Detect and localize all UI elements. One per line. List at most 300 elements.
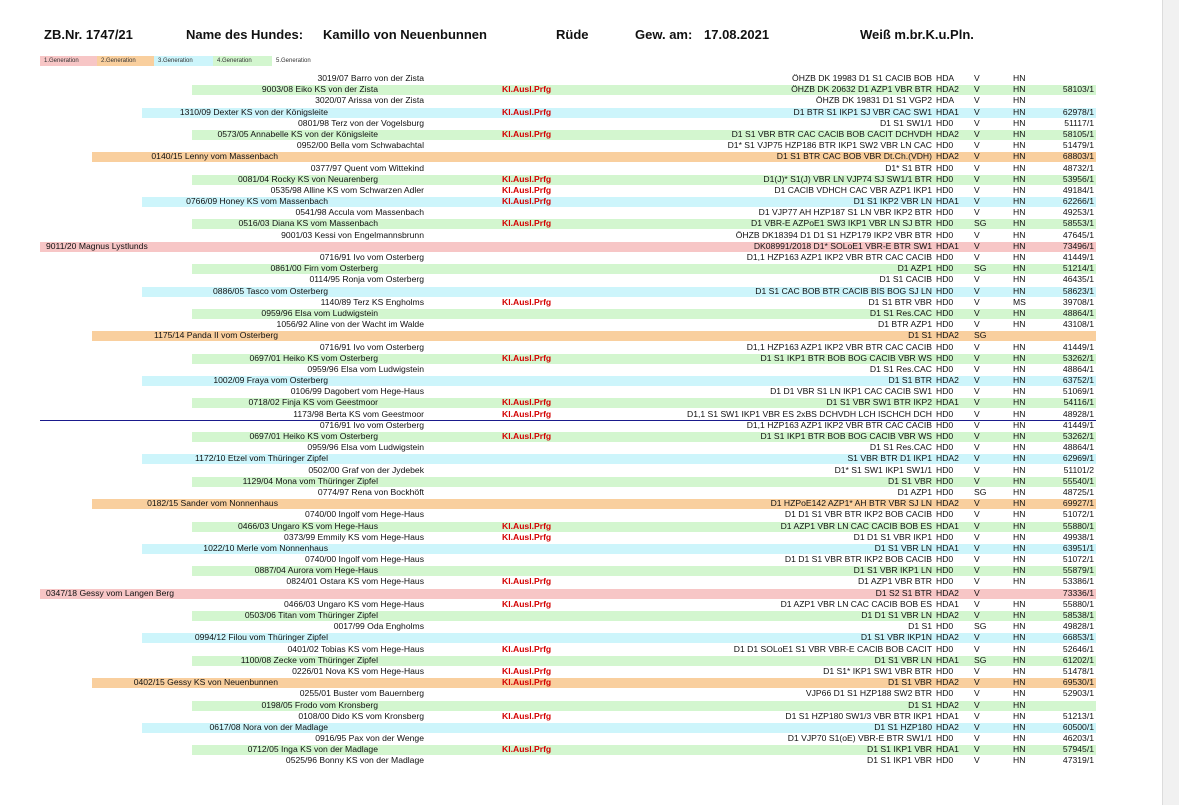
ancestor-name: 0774/97 Rena von Bockhöft [317,486,424,497]
hn-status: HN [1013,419,1026,430]
ancestor-name: 0535/98 Alline KS vom Schwarzen Adler [270,184,424,195]
ancestor-name: 0503/06 Titan vom Thüringer Zipfel [244,610,378,620]
ancestor-name: 1173/98 Berta KS vom Geestmoor [293,408,424,419]
exam-badge: Kl.Ausl.Prfg [502,520,552,531]
ancestor-name: 0402/15 Gessy KS von Neuenbunnen [133,677,278,688]
ancestor-reg-number: 73336/1 [1062,587,1094,598]
hd-grade: HD0 [936,431,954,441]
vertical-scrollbar[interactable] [1162,0,1179,805]
hd-grade: HDA [936,95,955,106]
form-grade: SG [974,654,987,665]
ancestor-row [0,487,1162,498]
ancestor-row [0,554,1162,565]
hd-grade: HDA2 [936,498,959,509]
ancestor-results: ÖHZB DK 19831 D1 S1 VGP2 [815,95,932,106]
form-grade: V [974,285,980,296]
exam-badge: Kl.Ausl.Prfg [502,576,552,587]
ancestor-name: 0226/01 Nova KS vom Hege-Haus [292,665,424,676]
dog-color: Weiß m.br.K.u.Pln. [860,27,974,42]
ancestor-reg-number: 51069/1 [1062,386,1094,397]
ancestor-name: 1002/09 Fraya vom Osterberg [213,375,328,386]
form-grade: V [974,173,980,184]
ancestor-reg-number: 49828/1 [1062,621,1094,632]
ancestor-results: D1 S1 IKP1 BTR BOB BOG CACIB VBR WS [760,431,932,441]
hd-grade: HDA1 [936,520,959,531]
exam-badge: Kl.Ausl.Prfg [502,128,552,139]
exam-badge: Kl.Ausl.Prfg [502,84,552,95]
hd-grade: HD0 [936,464,954,475]
hn-status: HN [1013,106,1026,117]
hd-grade: HD0 [936,442,954,453]
ancestor-results: D1* S1 SW1 IKP1 SW1/1 [834,464,932,475]
dog-sex: Rüde [556,27,589,42]
ancestor-reg-number: 49184/1 [1062,184,1094,195]
ancestor-reg-number: 58553/1 [1062,218,1094,229]
hn-status: HN [1013,285,1026,296]
form-grade: V [974,464,980,475]
hd-grade: HDA1 [936,397,959,408]
ancestor-results: D1 AZP1 VBR LN CAC CACIB BOB ES [780,520,932,531]
form-grade: V [974,162,980,173]
hn-status: HN [1013,397,1026,408]
hd-grade: HDA1 [936,654,959,665]
hd-grade: HD0 [936,307,954,318]
ancestor-results: D1 S1 VBR LN [874,654,932,665]
ancestor-reg-number: 51478/1 [1062,665,1094,676]
ancestor-reg-number: 55880/1 [1062,598,1094,609]
form-grade: V [974,229,980,240]
ancestor-results: D1 S1 [908,621,932,632]
ancestor-row [0,711,1162,722]
ancestor-results: ÖHZB DK 19983 D1 S1 CACIB BOB [792,73,932,83]
birth-label: Gew. am: [635,27,693,42]
ancestor-row [0,431,1162,442]
ancestor-reg-number: 69927/1 [1062,498,1094,509]
ancestor-results: D1 S1 [908,699,932,710]
hn-status: HN [1013,699,1026,710]
form-grade: V [974,576,980,587]
ancestor-results: D1 HZPoE142 AZP1* AH BTR VBR SJ LN [770,498,932,509]
ancestor-row [0,465,1162,476]
hd-grade: HD0 [936,319,954,330]
legend-gen-4: 4.Generation [213,56,273,66]
ancestor-reg-number: 51214/1 [1062,263,1094,274]
ancestor-results: D1 S1 VBR LN [874,542,932,553]
hn-status: HN [1013,341,1026,352]
form-grade: V [974,319,980,330]
form-grade: V [974,386,980,397]
form-grade: V [974,755,980,766]
hn-status: HN [1013,173,1026,184]
form-grade: V [974,665,980,676]
ancestor-name: 0740/00 Ingolf vom Hege-Haus [305,509,424,520]
hd-grade: HD0 [936,576,954,587]
hd-grade: HD0 [936,162,954,173]
form-grade: SG [974,218,987,229]
ancestor-reg-number: 53262/1 [1062,352,1094,363]
ancestor-results: S1 VBR BTR D1 IKP1 [847,453,932,464]
ancestor-reg-number: 68803/1 [1062,151,1094,162]
ancestor-name: 0466/03 Ungaro KS vom Hege-Haus [238,520,378,531]
form-grade: SG [974,263,987,274]
exam-badge: Kl.Ausl.Prfg [502,431,552,441]
ancestor-results: D1 S1 IKP1 BTR BOB BOG CACIB VBR WS [760,352,932,363]
form-grade: V [974,475,980,486]
hd-grade: HD0 [936,486,954,497]
ancestor-results: D1 BTR S1 IKP1 SJ VBR CAC SW1 [793,106,932,117]
ancestor-results: D1 S1 VBR BTR CAC CACIB BOB CACIT DCHVDH [731,128,932,139]
ancestor-row [0,610,1162,621]
hd-grade: HDA2 [936,128,959,139]
hn-status: HN [1013,453,1026,464]
ancestor-reg-number: 49253/1 [1062,207,1094,218]
ancestor-name: 0017/99 Oda Engholms [333,621,424,632]
ancestor-name: 0994/12 Filou vom Thüringer Zipfel [194,632,328,643]
hn-status: HN [1013,531,1026,542]
ancestor-results: D1 VJP77 AH HZP187 S1 LN VBR IKP2 BTR [758,207,932,218]
ancestor-name: 0886/05 Tasco vom Osterberg [213,285,328,296]
ancestor-reg-number: 52903/1 [1062,688,1094,699]
hd-grade: HDA2 [936,677,959,688]
hd-grade: HD0 [936,475,954,486]
hn-status: HN [1013,240,1026,251]
form-grade: V [974,699,980,710]
exam-badge: Kl.Ausl.Prfg [502,408,552,419]
ancestor-results: D1 S1 IKP2 VBR LN [853,196,932,207]
ancestor-name: 0466/03 Ungaro KS vom Hege-Haus [284,598,424,609]
form-grade: SG [974,621,987,632]
hn-status: HN [1013,252,1026,262]
ancestor-name: 9003/08 Eiko KS von der Zista [261,84,378,95]
ancestor-results: D1 AZP1 VBR BTR [857,576,932,587]
ancestor-results: D1 S1* IKP1 SW1 VBR BTR [823,665,932,676]
ancestor-row [0,509,1162,520]
ancestor-results: D1* S1 BTR [885,162,932,173]
ancestor-reg-number: 55879/1 [1062,565,1094,576]
ancestor-row [0,733,1162,744]
form-grade: V [974,207,980,218]
hn-status: HN [1013,307,1026,318]
ancestor-results: D1 D1 VBR S1 LN IKP1 CAC CACIB SW1 [770,386,932,397]
hn-status: HN [1013,721,1026,732]
hn-status: HN [1013,598,1026,609]
form-grade: V [974,128,980,139]
hn-status: HN [1013,733,1026,744]
hn-status: HN [1013,274,1026,285]
dog-name: Kamillo von Neuenbunnen [323,27,487,42]
exam-badge: Kl.Ausl.Prfg [502,296,552,307]
hd-grade: HDA2 [936,453,959,464]
ancestor-reg-number: 51101/2 [1063,464,1094,475]
ancestor-name: 9001/03 Kessi von Engelmannsbrunn [281,229,424,240]
hd-grade: HD0 [936,263,954,274]
ancestor-results: D1 S1 IKP1 VBR [867,744,932,755]
ancestor-results: D1 VJP70 S1(oE) VBR-E BTR SW1/1 [787,733,932,744]
ancestor-row [0,196,1162,207]
ancestor-row [0,297,1162,308]
ancestor-results: D1 S1 CAC BOB BTR CACIB BIS BOG SJ LN [755,285,932,296]
ancestor-name: 0617/08 Nora von der Madlage [209,721,328,732]
hn-status: HN [1013,207,1026,218]
ancestor-row [0,308,1162,319]
exam-badge: Kl.Ausl.Prfg [502,173,552,184]
hd-grade: HD0 [936,117,954,128]
ancestor-results: D1 S1 BTR VBR [868,296,932,307]
hd-grade: HDA1 [936,710,959,721]
ancestor-row [0,252,1162,263]
ancestor-results: D1 S1 BTR CAC BOB VBR Dt.Ch.(VDH) [776,151,932,162]
exam-badge: Kl.Ausl.Prfg [502,184,552,195]
ancestor-reg-number: 53956/1 [1062,173,1094,184]
ancestor-row [0,722,1162,733]
ancestor-results: D1 S2 S1 BTR [875,587,932,598]
form-grade: V [974,140,980,151]
ancestor-row [0,151,1162,162]
hn-status: HN [1013,610,1026,620]
ancestor-results: D1 S1 VBR [888,677,932,688]
hn-status: HN [1013,498,1026,509]
hn-status: HN [1013,196,1026,207]
form-grade: V [974,442,980,453]
ancestor-reg-number: 48864/1 [1062,442,1094,453]
hd-grade: HD0 [936,565,954,576]
hn-status: HN [1013,218,1026,229]
hd-grade: HD0 [936,274,954,285]
ancestor-row [0,476,1162,487]
exam-badge: Kl.Ausl.Prfg [502,665,552,676]
ancestor-row [0,129,1162,140]
ancestor-reg-number: 48864/1 [1062,307,1094,318]
hd-grade: HD0 [936,733,954,744]
hn-status: HN [1013,464,1026,475]
ancestor-reg-number: 41449/1 [1062,252,1094,262]
form-grade: V [974,95,980,106]
ancestor-row [0,397,1162,408]
ancestor-name: 0373/99 Emmily KS vom Hege-Haus [284,531,424,542]
hd-grade: HDA1 [936,744,959,755]
ancestor-results: D1 VBR-E AZPoE1 SW3 IKP1 VBR LN SJ BTR [750,218,932,229]
ancestor-results: D1,1 HZP163 AZP1 IKP2 VBR BTR CAC CACIB [746,341,932,352]
ancestor-name: 0347/18 Gessy vom Langen Berg [46,587,175,598]
form-grade: V [974,184,980,195]
ancestor-row [0,532,1162,543]
form-grade: V [974,610,980,620]
exam-badge: Kl.Ausl.Prfg [502,196,552,207]
ancestor-reg-number: 54116/1 [1063,397,1094,408]
ancestor-reg-number: 63951/1 [1062,542,1094,553]
ancestor-results: D1 S1 VBR IKP1 LN [853,565,932,576]
hn-status: HN [1013,565,1026,576]
hn-status: HN [1013,509,1026,520]
pedigree-header [0,27,1162,47]
ancestor-row [0,375,1162,386]
ancestor-row [0,364,1162,375]
hn-status: HN [1013,576,1026,587]
ancestor-name: 0573/05 Annabelle KS von der Königsleite [217,128,378,139]
ancestor-row [0,565,1162,576]
ancestor-name: 3020/07 Arissa von der Zista [315,95,424,106]
form-grade: V [974,84,980,95]
form-grade: V [974,73,980,83]
ancestor-row [0,755,1162,766]
ancestor-reg-number: 58105/1 [1062,128,1094,139]
hn-status: HN [1013,151,1026,162]
ancestor-results: D1 S1 VBR [888,475,932,486]
hd-grade: HD0 [936,755,954,766]
hd-grade: HD0 [936,408,954,419]
form-grade: V [974,632,980,643]
ancestor-results: D1(J)* S1(J) VBR LN VJP74 SJ SW1/1 BTR [763,173,932,184]
ancestor-row [0,274,1162,285]
ancestor-reg-number: 60500/1 [1062,721,1094,732]
ancestor-row [0,230,1162,241]
ancestor-name: 0081/04 Rocky KS von Neuarenberg [238,173,378,184]
ancestor-results: D1* S1 VJP75 HZP186 BTR IKP1 SW2 VBR LN CAC [727,140,932,151]
ancestor-row [0,420,1162,431]
hn-status: HN [1013,744,1026,755]
hd-grade: HD0 [936,363,954,374]
hn-status: HN [1013,431,1026,441]
ancestor-row [0,73,1162,84]
ancestor-row [0,632,1162,643]
hn-status: HN [1013,654,1026,665]
ancestor-results: D1 S1 SW1/1 [879,117,932,128]
ancestor-results: ÖHZB DK18394 D1 D1 S1 HZP179 IKP2 VBR BTR [735,229,932,240]
ancestor-results: D1 AZP1 [897,486,932,497]
ancestor-reg-number: 55540/1 [1062,475,1094,486]
ancestor-row [0,644,1162,655]
form-grade: V [974,710,980,721]
ancestor-results: D1 CACIB VDHCH CAC VBR AZP1 IKP1 [774,184,932,195]
ancestor-results: VJP66 D1 S1 HZP188 SW2 BTR [805,688,932,699]
ancestor-results: D1 S1 HZP180 SW1/3 VBR BTR IKP1 [785,710,932,721]
ancestor-name: 0718/02 Finja KS vom Geestmoor [248,397,378,408]
hn-status: HN [1013,632,1026,643]
form-grade: V [974,565,980,576]
form-grade: V [974,721,980,732]
ancestor-reg-number: 48725/1 [1062,486,1094,497]
ancestor-row [0,163,1162,174]
hd-grade: HD0 [936,554,954,565]
hd-grade: HDA1 [936,598,959,609]
ancestor-name: 0887/04 Aurora vom Hege-Haus [254,565,378,576]
ancestor-name: 0525/96 Bonny KS von der Madlage [285,755,424,766]
ancestor-name: 9011/20 Magnus Lystlunds [46,240,148,251]
hd-grade: HD0 [936,218,954,229]
ancestor-row [0,599,1162,610]
form-grade: V [974,117,980,128]
exam-badge: Kl.Ausl.Prfg [502,352,552,363]
ancestor-row [0,263,1162,274]
ancestor-reg-number: 51213/1 [1062,710,1094,721]
ancestor-row [0,174,1162,185]
ancestor-row [0,442,1162,453]
ancestor-name: 0716/91 Ivo vom Osterberg [319,419,424,430]
ancestor-reg-number: 58103/1 [1062,84,1094,95]
form-grade: V [974,453,980,464]
exam-badge: Kl.Ausl.Prfg [502,643,552,654]
hd-grade: HD0 [936,419,954,430]
ancestor-row [0,84,1162,95]
hn-status: HN [1013,442,1026,453]
ancestor-reg-number: 53386/1 [1062,576,1094,587]
ancestor-reg-number: 51072/1 [1062,509,1094,520]
hd-grade: HD0 [936,140,954,151]
form-grade: V [974,587,980,598]
form-grade: V [974,196,980,207]
hd-grade: HDA2 [936,721,959,732]
ancestor-reg-number: 51117/1 [1064,117,1094,128]
ancestor-reg-number: 47319/1 [1062,755,1094,766]
ancestor-results: D1,1 S1 SW1 IKP1 VBR ES 2xBS DCHVDH LCH ISCHCH DCH [687,408,932,419]
hd-grade: HD0 [936,229,954,240]
ancestor-table [0,73,1162,767]
hd-grade: HDA2 [936,330,959,341]
form-grade: V [974,419,980,430]
hd-grade: HDA2 [936,587,959,598]
exam-badge: Kl.Ausl.Prfg [502,397,552,408]
form-grade: V [974,274,980,285]
form-grade: V [974,542,980,553]
hd-grade: HDA2 [936,699,959,710]
birth-date: 17.08.2021 [704,27,770,42]
ancestor-name: 0959/96 Elsa vom Ludwigstein [261,307,378,318]
ancestor-results: D1 AZP1 [897,263,932,274]
hn-status: HN [1013,677,1026,688]
exam-badge: Kl.Ausl.Prfg [502,531,552,542]
form-grade: V [974,498,980,509]
ancestor-results: D1 D1 S1 VBR IKP1 [853,531,932,542]
ancestor-row [0,521,1162,532]
hn-status: HN [1013,162,1026,173]
form-grade: V [974,520,980,531]
ancestor-row [0,107,1162,118]
ancestor-results: D1 D1 S1 VBR LN [861,610,932,620]
form-grade: V [974,341,980,352]
legend-gen-3: 3.Generation [154,56,214,66]
hd-grade: HD0 [936,386,954,397]
ancestor-name: 0106/99 Dagobert vom Hege-Haus [290,386,424,397]
ancestor-row [0,140,1162,151]
hn-status: HN [1013,710,1026,721]
ancestor-name: 0712/05 Inga KS von der Madlage [247,744,378,755]
ancestor-results: D1 S1 [908,330,932,341]
hn-status: HN [1013,117,1026,128]
ancestor-reg-number: 63752/1 [1062,375,1094,386]
form-grade: V [974,252,980,262]
ancestor-reg-number: 58538/1 [1062,610,1094,620]
ancestor-name: 1056/92 Aline von der Wacht im Walde [276,319,424,330]
hn-status: HN [1013,688,1026,699]
ancestor-row [0,353,1162,364]
ancestor-reg-number: 39708/1 [1062,296,1094,307]
ancestor-reg-number: 48928/1 [1062,408,1094,419]
ancestor-reg-number: 73496/1 [1062,240,1094,251]
hd-grade: HD0 [936,252,954,262]
ancestor-name: 0140/15 Lenny vom Massenbach [151,151,278,162]
ancestor-reg-number: 51479/1 [1062,140,1094,151]
hn-status: HN [1013,755,1026,766]
hn-status: HN [1013,128,1026,139]
ancestor-name: 1310/09 Dexter KS von der Königsleite [179,106,328,117]
exam-badge: Kl.Ausl.Prfg [502,677,552,688]
ancestor-results: D1 S1 IKP1 VBR [867,755,932,766]
ancestor-name: 0697/01 Heiko KS vom Osterberg [249,431,378,441]
exam-badge: Kl.Ausl.Prfg [502,106,552,117]
ancestor-row [0,498,1162,509]
hd-grade: HD0 [936,341,954,352]
ancestor-results: D1 S1 Res.CAC [869,307,932,318]
